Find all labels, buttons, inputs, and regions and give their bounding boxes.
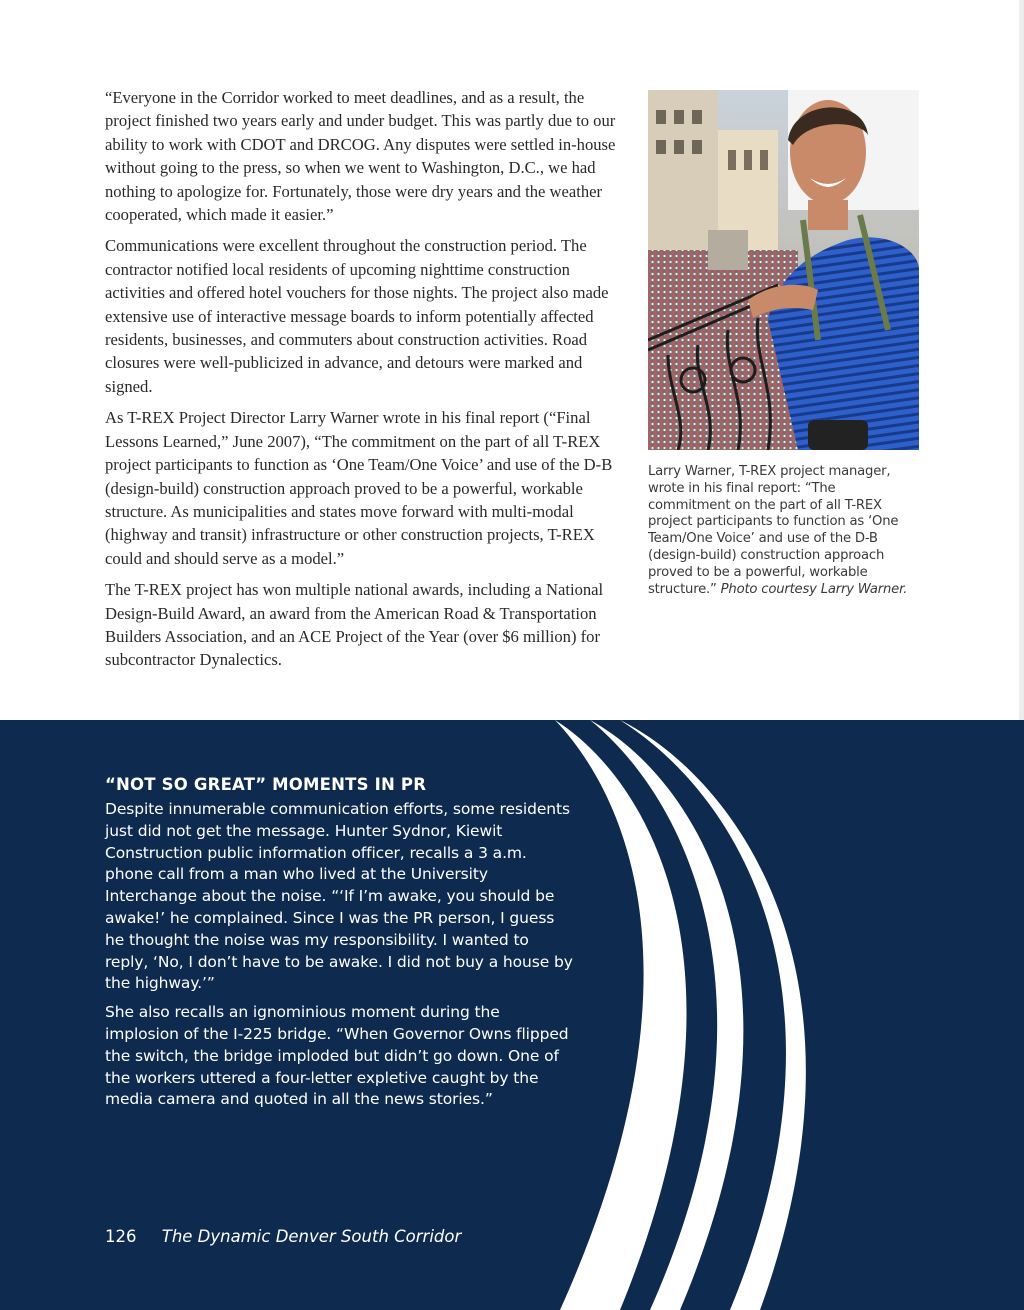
photo-caption [648, 464, 920, 598]
page-footer [105, 1227, 461, 1246]
article-paragraph: The T-REX project has won multiple national awards, including a National Design-Build Award, an award from the American Road & Transportation Builders Association, and an ACE Project of the Year (over $6 million) for subcontractor Dynalectics. [105, 580, 604, 670]
article-paragraph: As T-REX Project Director Larry Warner wrote in his final report (“Final Lessons Learned,” June 2007), “The commitment on the part of all T-REX project participants to function as ‘One Team/One Voice’ and use of the D-B (design-build) construction approach proved to be a powerful, workable structure. As municipalities and states move forward with multi-modal (highway and transit) infrastructure or other construction projects, T-REX could and should serve as a model.” [105, 408, 613, 568]
photo-credit: Photo courtesy Larry Warner. [720, 581, 908, 597]
page-edge [1019, 0, 1024, 720]
sidebar-paragraph: She also recalls an ignominious moment during the implosion of the I-225 bridge. “When Governor Owns flipped the switch, the bridge imploded but didn’t go down. One of the workers uttered a four-letter expletive caught by the media camera and quoted in all the news stories.” [105, 1003, 569, 1109]
page-number: 126 [105, 1227, 137, 1246]
sidebar-paragraph: Despite innumerable communication efforts, some residents just did not get the message. Hunter Sydnor, Kiewit Construction public information officer, recalls a 3 a.m. phone call from a man who lived at the University Interchange about the noise. “‘If I’m awake, you should be awake!’ he complained. Since I was the PR person, I guess he thought the noise was my responsibility. I wanted to reply, ‘No, I don’t have to be awake. I did not buy a house by the highway.’” [105, 800, 573, 993]
book-title: The Dynamic Denver South Corridor [161, 1227, 462, 1246]
caption-text: Larry Warner, T-REX project manager, wrote in his final report: “The commitment on the part of all T-REX project participants to function as ‘One Team/One Voice’ and use of the D-B (design-build) construction approach proved to be a powerful, workable structure.” [648, 464, 899, 597]
sidebar-text [105, 775, 575, 1118]
portrait-photo [648, 90, 919, 450]
article-paragraph: “Everyone in the Corridor worked to meet deadlines, and as a result, the project finished two years early and under budget. This was partly due to our ability to work with CDOT and DRCOG. Any disputes were settled in-house without going to the press, so when we went to Washington, D.C., we had nothing to apologize for. Fortunately, those were dry years and the weather cooperated, which made it easier.” [105, 88, 616, 225]
main-article [105, 86, 620, 680]
article-paragraph: Communications were excellent throughout the construction period. The contractor notified local residents of upcoming nighttime construction activities and offered hotel vouchers for those nights. The project also made extensive use of interactive message boards to inform potentially affected residents, businesses, and commuters about construction activities. Road closures were well-publicized in advance, and detours were marked and signed. [105, 236, 609, 396]
sidebar-heading: “NOT SO GREAT” MOMENTS IN PR [105, 775, 427, 794]
